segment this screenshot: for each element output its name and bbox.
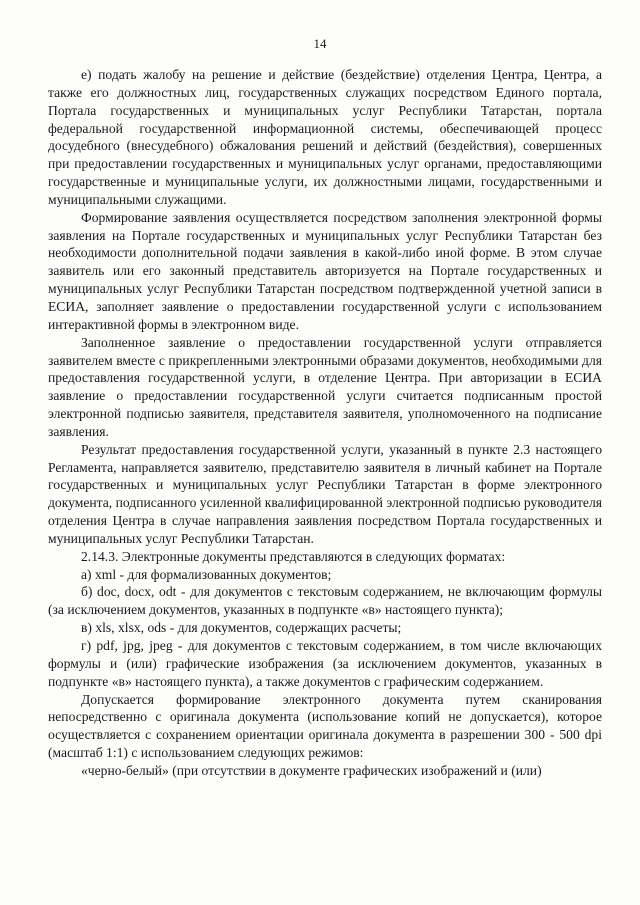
- paragraph-complaint-right: е) подать жалобу на решение и действие (бездействие) отделения Центра, Центра, а также его должностных лиц, государственных служащих посредством Единого портала, Портала государственных и муниципальных услуг Республики Татарстан, портала федеральной государственной информационной системы, обеспечивающей процесс досудебного (внесудебного) обжалования решений и действий (бездействия), совершенных при предоставлении государственных и муниципальных услуг органами, предоставляющими государственные и муниципальные услуги, их должностными лицами, государственными и муниципальными служащими.: [48, 67, 602, 207]
- paragraph-service-result: Результат предоставления государственной услуги, указанный в пункте 2.3 настоящего Регламента, направляется заявителю, представителю заявителя в личный кабинет на Портале государственных и муниципальных услуг Республики Татарстан в форме электронного документа, подписанного усиленной квалифицированной электронной подписью руководителя отделения Центра в случае направления заявления посредством Портала государственных и муниципальных услуг Республики Татарстан.: [48, 441, 602, 546]
- list-item-format-g: г) pdf, jpg, jpeg - для документов с текстовым содержанием, в том числе включающих формулы и (или) графические изображения (за исключением документов, указанных в подпункте «в» настоящего пункта), а также документов с графическим содержанием.: [48, 638, 602, 689]
- list-item-format-b: б) doc, docx, odt - для документов с текстовым содержанием, не включающим формулы (за исключением документов, указанных в подпункте «в» настоящего пункта);: [48, 584, 602, 618]
- document-body: [48, 66, 602, 780]
- paragraph-formats-intro: 2.14.3. Электронные документы представляются в следующих форматах:: [81, 548, 506, 564]
- paragraph-bw-mode: «черно-белый» (при отсутствии в документе графических изображений и (или): [81, 762, 542, 778]
- list-item-format-a: а) xml - для формализованных документов;: [81, 566, 332, 582]
- paragraph-application-sending: Заполненное заявление о предоставлении государственной услуги отправляется заявителем вместе с прикрепленными электронными образами документов, необходимыми для предоставления государственной услуги, в отделение Центра. При авторизации в ЕСИА заявление о предоставлении государственной услуги считается подписанным простой электронной подписью заявителя, представителя заявителя, уполномоченного на подписание заявления.: [48, 334, 602, 439]
- page-number: 14: [313, 36, 327, 51]
- list-item-format-v: в) xls, xlsx, ods - для документов, содержащих расчеты;: [81, 620, 402, 636]
- paragraph-application-forming: Формирование заявления осуществляется посредством заполнения электронной формы заявления на Портале государственных и муниципальных услуг Республики Татарстан без необходимости дополнительной подачи заявления в какой-либо иной форме. В этом случае заявитель или его законный представитель авторизуется на Портале государственных и муниципальных услуг Республики Татарстан посредством подтвержденной учетной записи в ЕСИА, заполняет заявление о предоставлении государственной услуги с использованием интерактивной формы в электронном виде.: [48, 209, 602, 332]
- paragraph-scanning: Допускается формирование электронного документа путем сканирования непосредственно с оригинала документа (использование копий не допускается), которое осуществляется с сохранением ориентации оригинала документа в разрешении 300 - 500 dpi (масштаб 1:1) с использованием следующих режимов:: [48, 691, 602, 761]
